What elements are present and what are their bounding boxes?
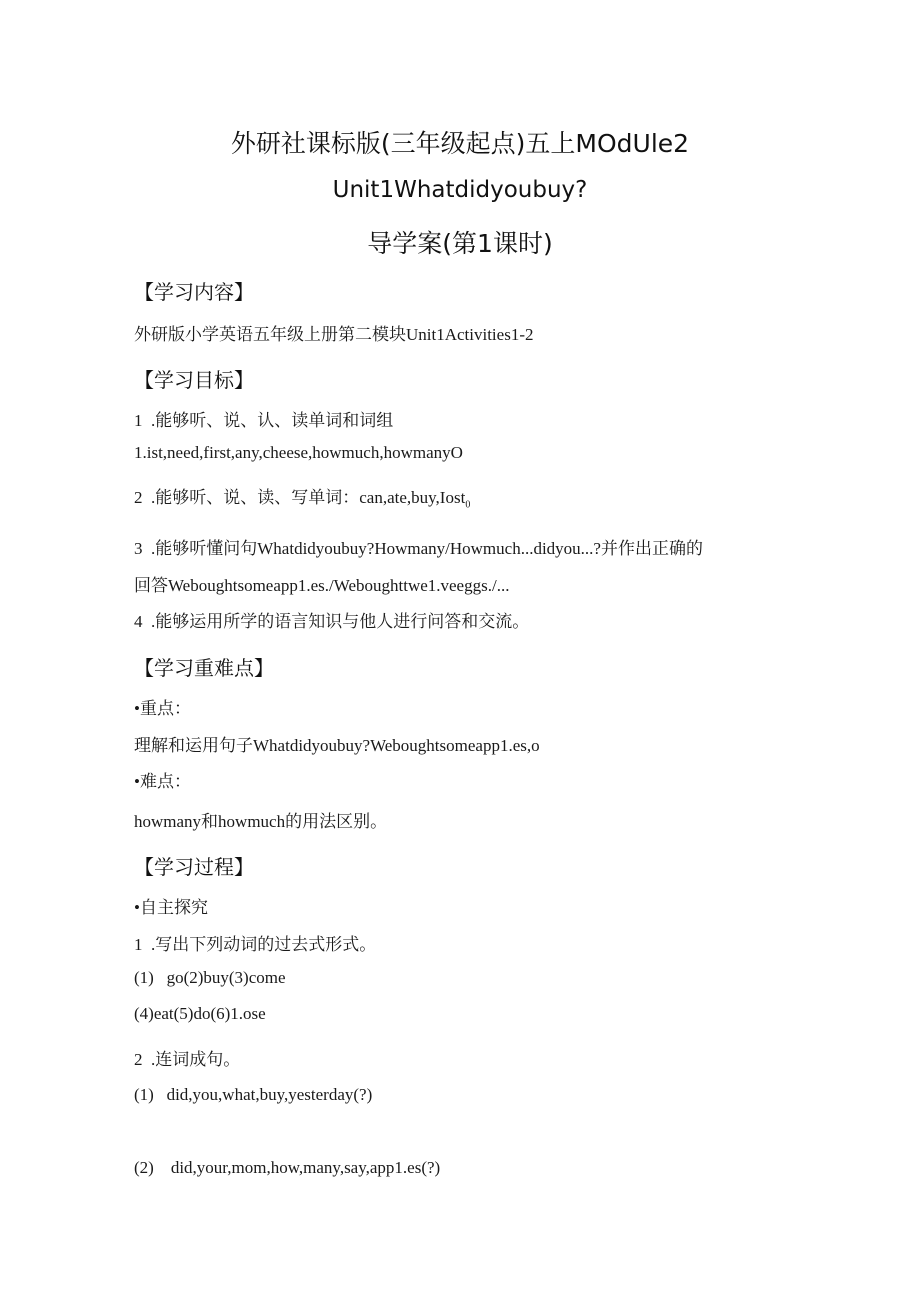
task-2-number: 2 [134,1050,143,1069]
unit-title: Unit1Whatdidyoubuy? [332,177,588,203]
content-heading: 【学习内容】 [134,280,254,304]
task-2-q2-text: did,your,mom,how,many,say,app1.es(?) [170,1158,441,1177]
task-1 [134,930,376,955]
goal-1-number: 1 [134,411,143,430]
difficulty-text: howmany和howmuch的用法区别。 [134,812,388,831]
task-1-text: .写出下列动词的过去式形式。 [151,935,377,954]
goal-2-words: can,ate,buy,Iost [359,488,466,507]
task-2 [134,1045,240,1070]
task-1-row-1-number: (1) [134,968,154,987]
document-title: 外研社课标版(三年级起点)五上MOdUle2 [230,129,690,158]
goal-item-2 [134,483,470,510]
task-1-row-2: (4)eat(5)do(6)1.ose [134,1004,266,1023]
goal-2-number: 2 [134,488,143,507]
task-1-row-1 [134,968,286,988]
goals-heading: 【学习目标】 [134,368,254,392]
process-heading: 【学习过程】 [134,855,254,879]
key-points-heading: 【学习重难点】 [134,656,274,680]
goal-4-text: .能够运用所学的语言知识与他人进行问答和交流。 [151,612,530,631]
goal-2-subscript: 0 [465,499,471,511]
task-2-q1-text: did,you,what,buy,yesterday(?) [166,1085,373,1104]
goal-1-text: .能够听、说、认、读单词和词组 [151,411,394,430]
task-2-question-2 [134,1158,440,1178]
goal-item-4 [134,607,529,632]
difficulty-label: •难点： [134,772,191,791]
goal-1-word-list: 1.ist,need,first,any,cheese,howmuch,howmanyO [134,443,463,462]
self-study-label: •自主探究 [134,898,208,917]
goal-4-number: 4 [134,612,143,631]
focus-label: •重点： [134,699,191,718]
goal-3-number: 3 [134,539,143,558]
goal-2-text: .能够听、说、读、写单词： [151,488,360,507]
content-text: 外研版小学英语五年级上册第二模块Unit1Activities1-2 [134,325,534,344]
focus-text: 理解和运用句子Whatdidyoubuy?Weboughtsomeapp1.es,o [134,736,540,755]
task-1-row-1-text: go(2)buy(3)come [166,968,286,987]
goal-3-text: .能够听懂问句Whatdidyoubuy?Howmany/Howmuch...didyou...?并作出正确的 [151,539,703,558]
task-2-question-1 [134,1085,372,1105]
task-2-q1-number: (1) [134,1085,154,1104]
task-1-number: 1 [134,935,143,954]
goal-item-1 [134,406,393,431]
lesson-subtitle: 导学案(第1课时) [367,229,553,258]
task-2-text: .连词成句。 [151,1050,241,1069]
goal-3-answer: 回答Weboughtsomeapp1.es./Weboughttwe1.veeggs./... [134,576,510,595]
task-2-q2-number: (2) [134,1158,154,1177]
goal-item-3 [134,534,703,559]
